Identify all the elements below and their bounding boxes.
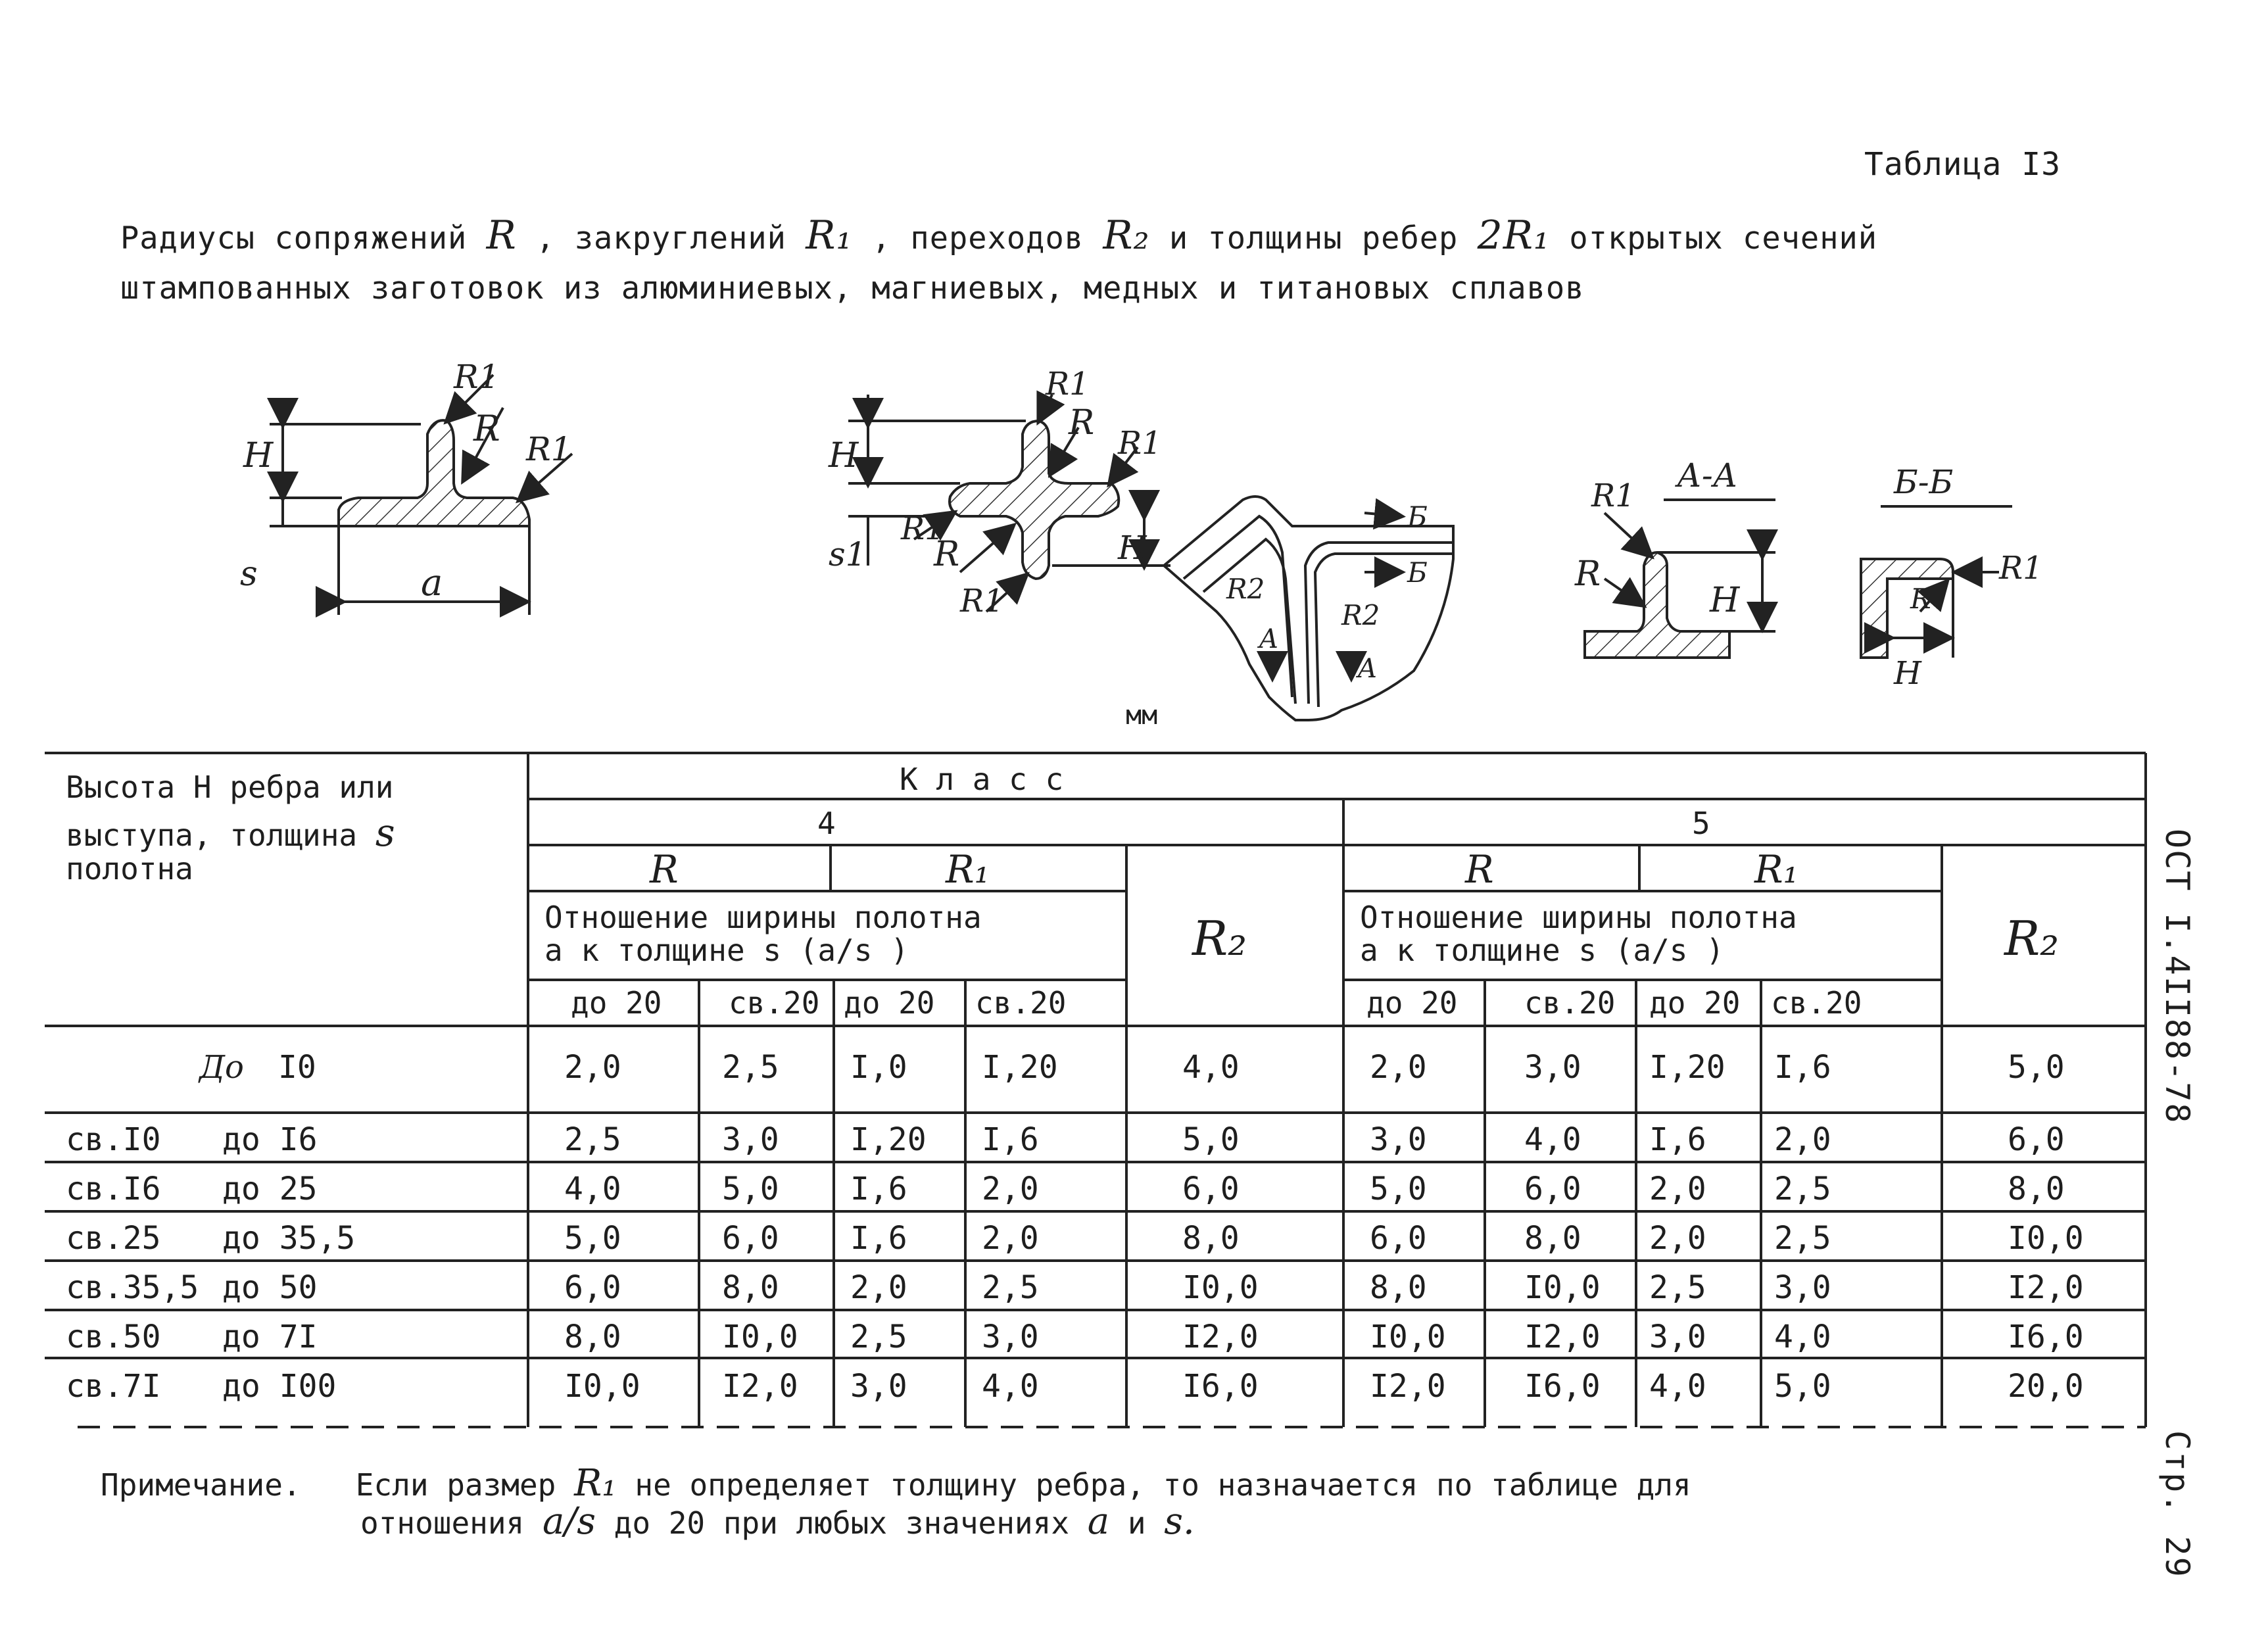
fig2-label-s1: s1 bbox=[829, 535, 867, 573]
title-text: , переходов bbox=[871, 220, 1084, 256]
sub-header: св.20 bbox=[1771, 985, 1862, 1021]
table-cell: 4,0 bbox=[1649, 1368, 1706, 1405]
table-cell: 4,0 bbox=[564, 1171, 621, 1207]
table-cell: 2,0 bbox=[1649, 1171, 1706, 1207]
fig5-label-r1: R1 bbox=[1999, 550, 2043, 587]
fig2-label-rb: R bbox=[934, 535, 960, 574]
footnote-text: до 20 при любых значениях bbox=[614, 1505, 1070, 1541]
spec-table bbox=[45, 750, 2149, 1447]
row-label-to: до 35,5 bbox=[222, 1220, 356, 1257]
table-cell: I0,0 bbox=[722, 1319, 798, 1355]
table-cell: I0,0 bbox=[2008, 1220, 2084, 1257]
row-label-from: До bbox=[199, 1049, 244, 1086]
class4-r1-header: R₁ bbox=[946, 847, 990, 892]
table-cell: I,20 bbox=[982, 1049, 1058, 1086]
table-cell: I6,0 bbox=[2008, 1319, 2084, 1355]
table-cell: 6,0 bbox=[2008, 1121, 2065, 1158]
sub-header: св.20 bbox=[1524, 985, 1616, 1021]
fig3-label-r2b: R2 bbox=[1341, 599, 1380, 631]
class5-r1-header: R₁ bbox=[1754, 847, 1798, 892]
footnote-symbol: a bbox=[1087, 1500, 1110, 1543]
table-cell: 2,5 bbox=[722, 1049, 779, 1086]
row-label-from: св.I0 bbox=[66, 1121, 161, 1158]
table-cell: I0,0 bbox=[1182, 1269, 1259, 1306]
fig3-label-b2: Б bbox=[1407, 556, 1428, 589]
table-cell: 3,0 bbox=[722, 1121, 779, 1158]
table-cell: 8,0 bbox=[722, 1269, 779, 1306]
figure-section-bb bbox=[1861, 506, 2012, 658]
row-label-from: св.25 bbox=[66, 1220, 161, 1257]
table-cell: 2,5 bbox=[850, 1319, 907, 1355]
footnote-line-2 bbox=[101, 1500, 1691, 1543]
table-cell: I,6 bbox=[982, 1121, 1039, 1158]
row-label-to: до 50 bbox=[222, 1269, 318, 1306]
title-text: , закруглений bbox=[536, 220, 786, 256]
units-label: мм bbox=[1126, 700, 1158, 731]
fig3-label-h: H bbox=[1118, 529, 1147, 567]
standard-code: ОСТ I.4II88-78 bbox=[2158, 829, 2196, 1125]
table-cell: I,6 bbox=[850, 1171, 907, 1207]
row-label-from: св.35,5 bbox=[66, 1269, 199, 1306]
table-cell: 5,0 bbox=[1774, 1368, 1831, 1405]
table-cell: 2,0 bbox=[564, 1049, 621, 1086]
symbol-r1: R₁ bbox=[806, 212, 853, 258]
class5-ratio-line-1: Отношение ширины полотна bbox=[1360, 900, 1797, 935]
table-cell: 2,0 bbox=[982, 1220, 1039, 1257]
title-text: и толщины ребер bbox=[1169, 220, 1459, 256]
table-cell: 3,0 bbox=[982, 1319, 1039, 1355]
symbol-2r1: 2R₁ bbox=[1477, 212, 1551, 258]
title-text: открытых сечений bbox=[1569, 220, 1878, 256]
fig1-label-r: R bbox=[473, 408, 500, 449]
table-cell: 2,0 bbox=[982, 1171, 1039, 1207]
table-cell: 6,0 bbox=[564, 1269, 621, 1306]
fig4-title: А-А bbox=[1677, 456, 1738, 495]
class4-ratio-line-1: Отношение ширины полотна bbox=[544, 900, 982, 935]
fig5-label-h: H bbox=[1894, 655, 1921, 692]
class5-r2-header: R₂ bbox=[2004, 911, 2060, 966]
fig4-label-r1: R1 bbox=[1591, 477, 1635, 514]
table-number: Таблица I3 bbox=[1864, 146, 2061, 183]
table-cell: I2,0 bbox=[1370, 1368, 1446, 1405]
table-cell: 6,0 bbox=[1182, 1171, 1240, 1207]
fig4-label-h: H bbox=[1710, 581, 1740, 620]
fig2-label-r1: R1 bbox=[1046, 366, 1090, 402]
table-cell: 2,5 bbox=[1774, 1171, 1831, 1207]
fig1-label-r1b: R1 bbox=[526, 430, 572, 468]
table-cell: I2,0 bbox=[722, 1368, 798, 1405]
class-label: К л а с с bbox=[900, 762, 1064, 797]
table-cell: 4,0 bbox=[1774, 1319, 1831, 1355]
table-cell: 2,0 bbox=[1370, 1049, 1427, 1086]
table-cell: I2,0 bbox=[1524, 1319, 1601, 1355]
fig3-label-a2: A bbox=[1358, 654, 1377, 684]
class4-r-header: R bbox=[650, 847, 679, 892]
row-label-to: I0 bbox=[278, 1049, 316, 1086]
row-label-to: до 7I bbox=[222, 1319, 318, 1355]
table-cell: 5,0 bbox=[564, 1220, 621, 1257]
sub-header: до 20 bbox=[844, 985, 935, 1021]
table-cell: 3,0 bbox=[1774, 1269, 1831, 1306]
table-cell: I6,0 bbox=[1524, 1368, 1601, 1405]
table-cell: 4,0 bbox=[1524, 1121, 1581, 1158]
sub-header: до 20 bbox=[1366, 985, 1458, 1021]
title-text: Радиусы сопряжений bbox=[120, 220, 468, 256]
technical-drawings bbox=[0, 0, 2268, 743]
footnote-label: Примечание. bbox=[101, 1467, 301, 1503]
fig3-label-b1: Б bbox=[1407, 500, 1428, 533]
row-label-from: св.I6 bbox=[66, 1171, 161, 1207]
table-cell: I,6 bbox=[1774, 1049, 1831, 1086]
table-cell: I0,0 bbox=[1370, 1319, 1446, 1355]
table-cell: 2,0 bbox=[850, 1269, 907, 1306]
fig4-label-r: R bbox=[1575, 554, 1601, 594]
fig2-label-h: H bbox=[829, 436, 859, 475]
table-cell: 3,0 bbox=[1370, 1121, 1427, 1158]
table-cell: 8,0 bbox=[2008, 1171, 2065, 1207]
table-cell: 20,0 bbox=[2008, 1368, 2084, 1405]
table-cell: 6,0 bbox=[1524, 1171, 1581, 1207]
sub-header: до 20 bbox=[571, 985, 662, 1021]
table-cell: 5,0 bbox=[1370, 1171, 1427, 1207]
table-cell: 2,5 bbox=[1774, 1220, 1831, 1257]
table-cell: 8,0 bbox=[1182, 1220, 1240, 1257]
fig3-label-a: A bbox=[1259, 624, 1278, 654]
table-cell: 3,0 bbox=[1524, 1049, 1581, 1086]
sub-header: до 20 bbox=[1649, 985, 1741, 1021]
table-cell: I,6 bbox=[1649, 1121, 1706, 1158]
table-cell: 3,0 bbox=[850, 1368, 907, 1405]
class5-ratio-line-2: a к толщине s (a/s ) bbox=[1360, 933, 1724, 968]
fig2-label-r1b: R1 bbox=[1118, 425, 1162, 462]
row-label-from: св.7I bbox=[66, 1368, 161, 1405]
figure-section-aa bbox=[1585, 500, 1775, 658]
table-cell: 2,5 bbox=[982, 1269, 1039, 1306]
footnote-symbol: a/s bbox=[542, 1500, 596, 1543]
footnote-text: не определяет толщину ребра, то назначается по таблице для bbox=[635, 1467, 1691, 1503]
table-cell: 6,0 bbox=[1370, 1220, 1427, 1257]
table-cell: I2,0 bbox=[1182, 1319, 1259, 1355]
table-cell: 6,0 bbox=[722, 1220, 779, 1257]
footnote-line-1 bbox=[101, 1462, 1691, 1505]
table-cell: I0,0 bbox=[564, 1368, 640, 1405]
footnote-symbol: s. bbox=[1164, 1500, 1195, 1543]
row-header-text: выступа, толщина bbox=[66, 817, 358, 853]
fig1-label-a: a bbox=[421, 562, 443, 604]
fig2-label-r: R bbox=[1069, 403, 1095, 443]
table-cell: 8,0 bbox=[564, 1319, 621, 1355]
title-line-2: штампованных заготовок из алюминиевых, магниевых, медных и титановых сплавов bbox=[120, 270, 1585, 306]
table-cell: I,20 bbox=[1649, 1049, 1725, 1086]
row-label-to: до I6 bbox=[222, 1121, 318, 1158]
class-5-label: 5 bbox=[1692, 806, 1710, 841]
fig5-title: Б-Б bbox=[1894, 463, 1954, 501]
table-cell: 2,5 bbox=[564, 1121, 621, 1158]
row-header-line-3: полотна bbox=[66, 851, 193, 886]
fig1-label-s: s bbox=[240, 554, 258, 594]
row-label-from: св.50 bbox=[66, 1319, 161, 1355]
class5-r-header: R bbox=[1465, 847, 1494, 892]
symbol-r2: R₂ bbox=[1103, 212, 1150, 258]
sub-header: св.20 bbox=[975, 985, 1067, 1021]
table-cell: 5,0 bbox=[1182, 1121, 1240, 1158]
fig2-label-r1d: R1 bbox=[960, 583, 1004, 619]
row-header-line-2 bbox=[66, 810, 395, 855]
table-cell: 4,0 bbox=[982, 1368, 1039, 1405]
footnote-text: Если размер bbox=[355, 1467, 556, 1503]
table-cell: 5,0 bbox=[2008, 1049, 2065, 1086]
table-cell: 2,5 bbox=[1649, 1269, 1706, 1306]
footnote-text: отношения bbox=[360, 1505, 525, 1541]
class-4-label: 4 bbox=[817, 806, 836, 841]
symbol-r: R bbox=[486, 212, 517, 258]
table-cell: I,6 bbox=[850, 1220, 907, 1257]
row-header-line-1: Высота H ребра или bbox=[66, 769, 394, 805]
fig5-label-r: R bbox=[1910, 583, 1931, 615]
fig3-label-r2: R2 bbox=[1226, 573, 1265, 605]
table-cell: I,20 bbox=[850, 1121, 927, 1158]
table-cell: I0,0 bbox=[1524, 1269, 1601, 1306]
table-cell: 3,0 bbox=[1649, 1319, 1706, 1355]
fig1-label-r1: R1 bbox=[454, 358, 500, 396]
row-header-symbol: s bbox=[375, 810, 395, 855]
table-cell: 8,0 bbox=[1524, 1220, 1581, 1257]
footnote-text: и bbox=[1127, 1505, 1146, 1541]
table-cell: 2,0 bbox=[1649, 1220, 1706, 1257]
table-cell: I2,0 bbox=[2008, 1269, 2084, 1306]
class4-r2-header: R₂ bbox=[1192, 911, 1247, 966]
table-cell: I,0 bbox=[850, 1049, 907, 1086]
footnote-symbol: R₁ bbox=[574, 1462, 617, 1505]
class4-ratio-line-2: a к толщине s (a/s ) bbox=[544, 933, 909, 968]
table-cell: 8,0 bbox=[1370, 1269, 1427, 1306]
footnote bbox=[101, 1462, 1691, 1543]
table-cell: 4,0 bbox=[1182, 1049, 1240, 1086]
table-cell: I6,0 bbox=[1182, 1368, 1259, 1405]
table-cell: 2,0 bbox=[1774, 1121, 1831, 1158]
table-cell: 5,0 bbox=[722, 1171, 779, 1207]
fig2-label-r1c: R1 bbox=[901, 510, 945, 547]
row-label-to: до 25 bbox=[222, 1171, 318, 1207]
sub-header: св.20 bbox=[729, 985, 820, 1021]
fig1-label-h: H bbox=[243, 436, 274, 475]
row-label-to: до I00 bbox=[222, 1368, 337, 1405]
page-number: Стр. 29 bbox=[2158, 1430, 2196, 1578]
